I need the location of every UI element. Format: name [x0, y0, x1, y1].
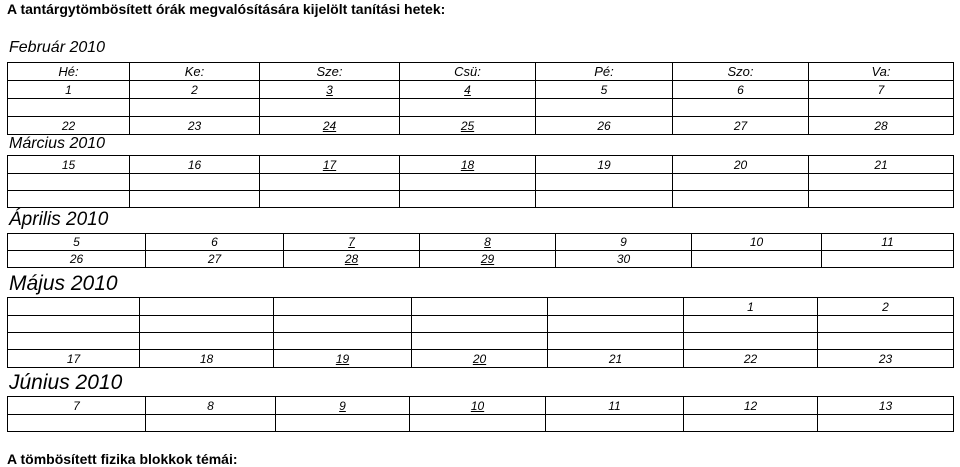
may-weeks-table [7, 297, 954, 368]
day-cell: 27 [673, 117, 809, 135]
day-cell: 7 [8, 397, 146, 415]
table-row [8, 117, 954, 135]
april-weeks-table [7, 233, 954, 268]
day-cell [140, 298, 274, 316]
day-cell: 22 [8, 117, 130, 135]
day-cell: 1 [684, 298, 818, 316]
day-cell: 23 [130, 117, 260, 135]
table-row-empty [8, 174, 954, 191]
day-cell [274, 298, 412, 316]
day-cell: 26 [536, 117, 673, 135]
table-row [8, 397, 954, 415]
day-cell [692, 251, 822, 268]
table-row-empty [8, 333, 954, 350]
table-row-empty [8, 316, 954, 333]
day-cell: 21 [809, 156, 954, 174]
table-row-empty [8, 191, 954, 208]
weekday-thursday: Csü: [400, 63, 536, 81]
day-cell: 13 [818, 397, 954, 415]
day-cell [822, 251, 954, 268]
day-cell: 10 [410, 397, 546, 415]
month-label-april: Április 2010 [9, 209, 109, 230]
weekday-saturday: Szo: [673, 63, 809, 81]
weekday-monday: Hé: [8, 63, 130, 81]
day-cell: 15 [8, 156, 130, 174]
day-cell: 29 [420, 251, 556, 268]
day-cell: 20 [673, 156, 809, 174]
month-label-june: Június 2010 [9, 371, 123, 394]
day-cell [8, 298, 140, 316]
day-cell: 22 [684, 350, 818, 368]
page-title: A tantárgytömbösített órák megvalósítására kijelölt tanítási hetek: [7, 1, 446, 17]
day-cell: 20 [412, 350, 548, 368]
day-cell: 11 [546, 397, 684, 415]
weekday-tuesday: Ke: [130, 63, 260, 81]
day-cell: 5 [8, 234, 146, 251]
month-label-march: Március 2010 [9, 135, 106, 152]
day-cell: 2 [130, 81, 260, 99]
day-cell [412, 298, 548, 316]
day-cell: 9 [556, 234, 692, 251]
weekday-header-row [7, 62, 954, 81]
february-weeks-table [7, 80, 954, 135]
day-cell: 3 [260, 81, 400, 99]
day-cell: 25 [400, 117, 536, 135]
day-cell: 18 [400, 156, 536, 174]
day-cell: 19 [274, 350, 412, 368]
table-row [8, 234, 954, 251]
day-cell: 28 [809, 117, 954, 135]
day-cell: 27 [146, 251, 284, 268]
day-cell: 21 [548, 350, 684, 368]
day-cell: 26 [8, 251, 146, 268]
day-cell: 7 [809, 81, 954, 99]
weekday-sunday: Va: [809, 63, 954, 81]
day-cell: 6 [146, 234, 284, 251]
day-cell: 4 [400, 81, 536, 99]
month-label-may: Május 2010 [9, 272, 118, 295]
june-weeks-table [7, 396, 954, 432]
day-cell: 19 [536, 156, 673, 174]
day-cell: 7 [284, 234, 420, 251]
day-cell: 5 [536, 81, 673, 99]
table-row [8, 298, 954, 316]
day-cell: 30 [556, 251, 692, 268]
march-weeks-table [7, 155, 954, 208]
day-cell: 8 [420, 234, 556, 251]
section-heading-physics-blocks: A tömbösített fizika blokkok témái: [7, 451, 238, 467]
table-row [8, 81, 954, 99]
day-cell: 10 [692, 234, 822, 251]
day-cell: 1 [8, 81, 130, 99]
day-cell: 28 [284, 251, 420, 268]
weekday-friday: Pé: [536, 63, 673, 81]
day-cell: 16 [130, 156, 260, 174]
table-row [8, 251, 954, 268]
table-row [8, 156, 954, 174]
table-row-empty [8, 415, 954, 432]
day-cell: 2 [818, 298, 954, 316]
day-cell: 18 [140, 350, 274, 368]
day-cell: 12 [684, 397, 818, 415]
day-cell: 11 [822, 234, 954, 251]
weekday-wednesday: Sze: [260, 63, 400, 81]
day-cell: 24 [260, 117, 400, 135]
day-cell: 17 [8, 350, 140, 368]
month-label-february: Február 2010 [9, 39, 106, 56]
day-cell [548, 298, 684, 316]
day-cell: 9 [276, 397, 410, 415]
day-cell: 17 [260, 156, 400, 174]
day-cell: 6 [673, 81, 809, 99]
day-cell: 23 [818, 350, 954, 368]
table-row [8, 350, 954, 368]
table-row-empty [8, 99, 954, 117]
day-cell: 8 [146, 397, 276, 415]
